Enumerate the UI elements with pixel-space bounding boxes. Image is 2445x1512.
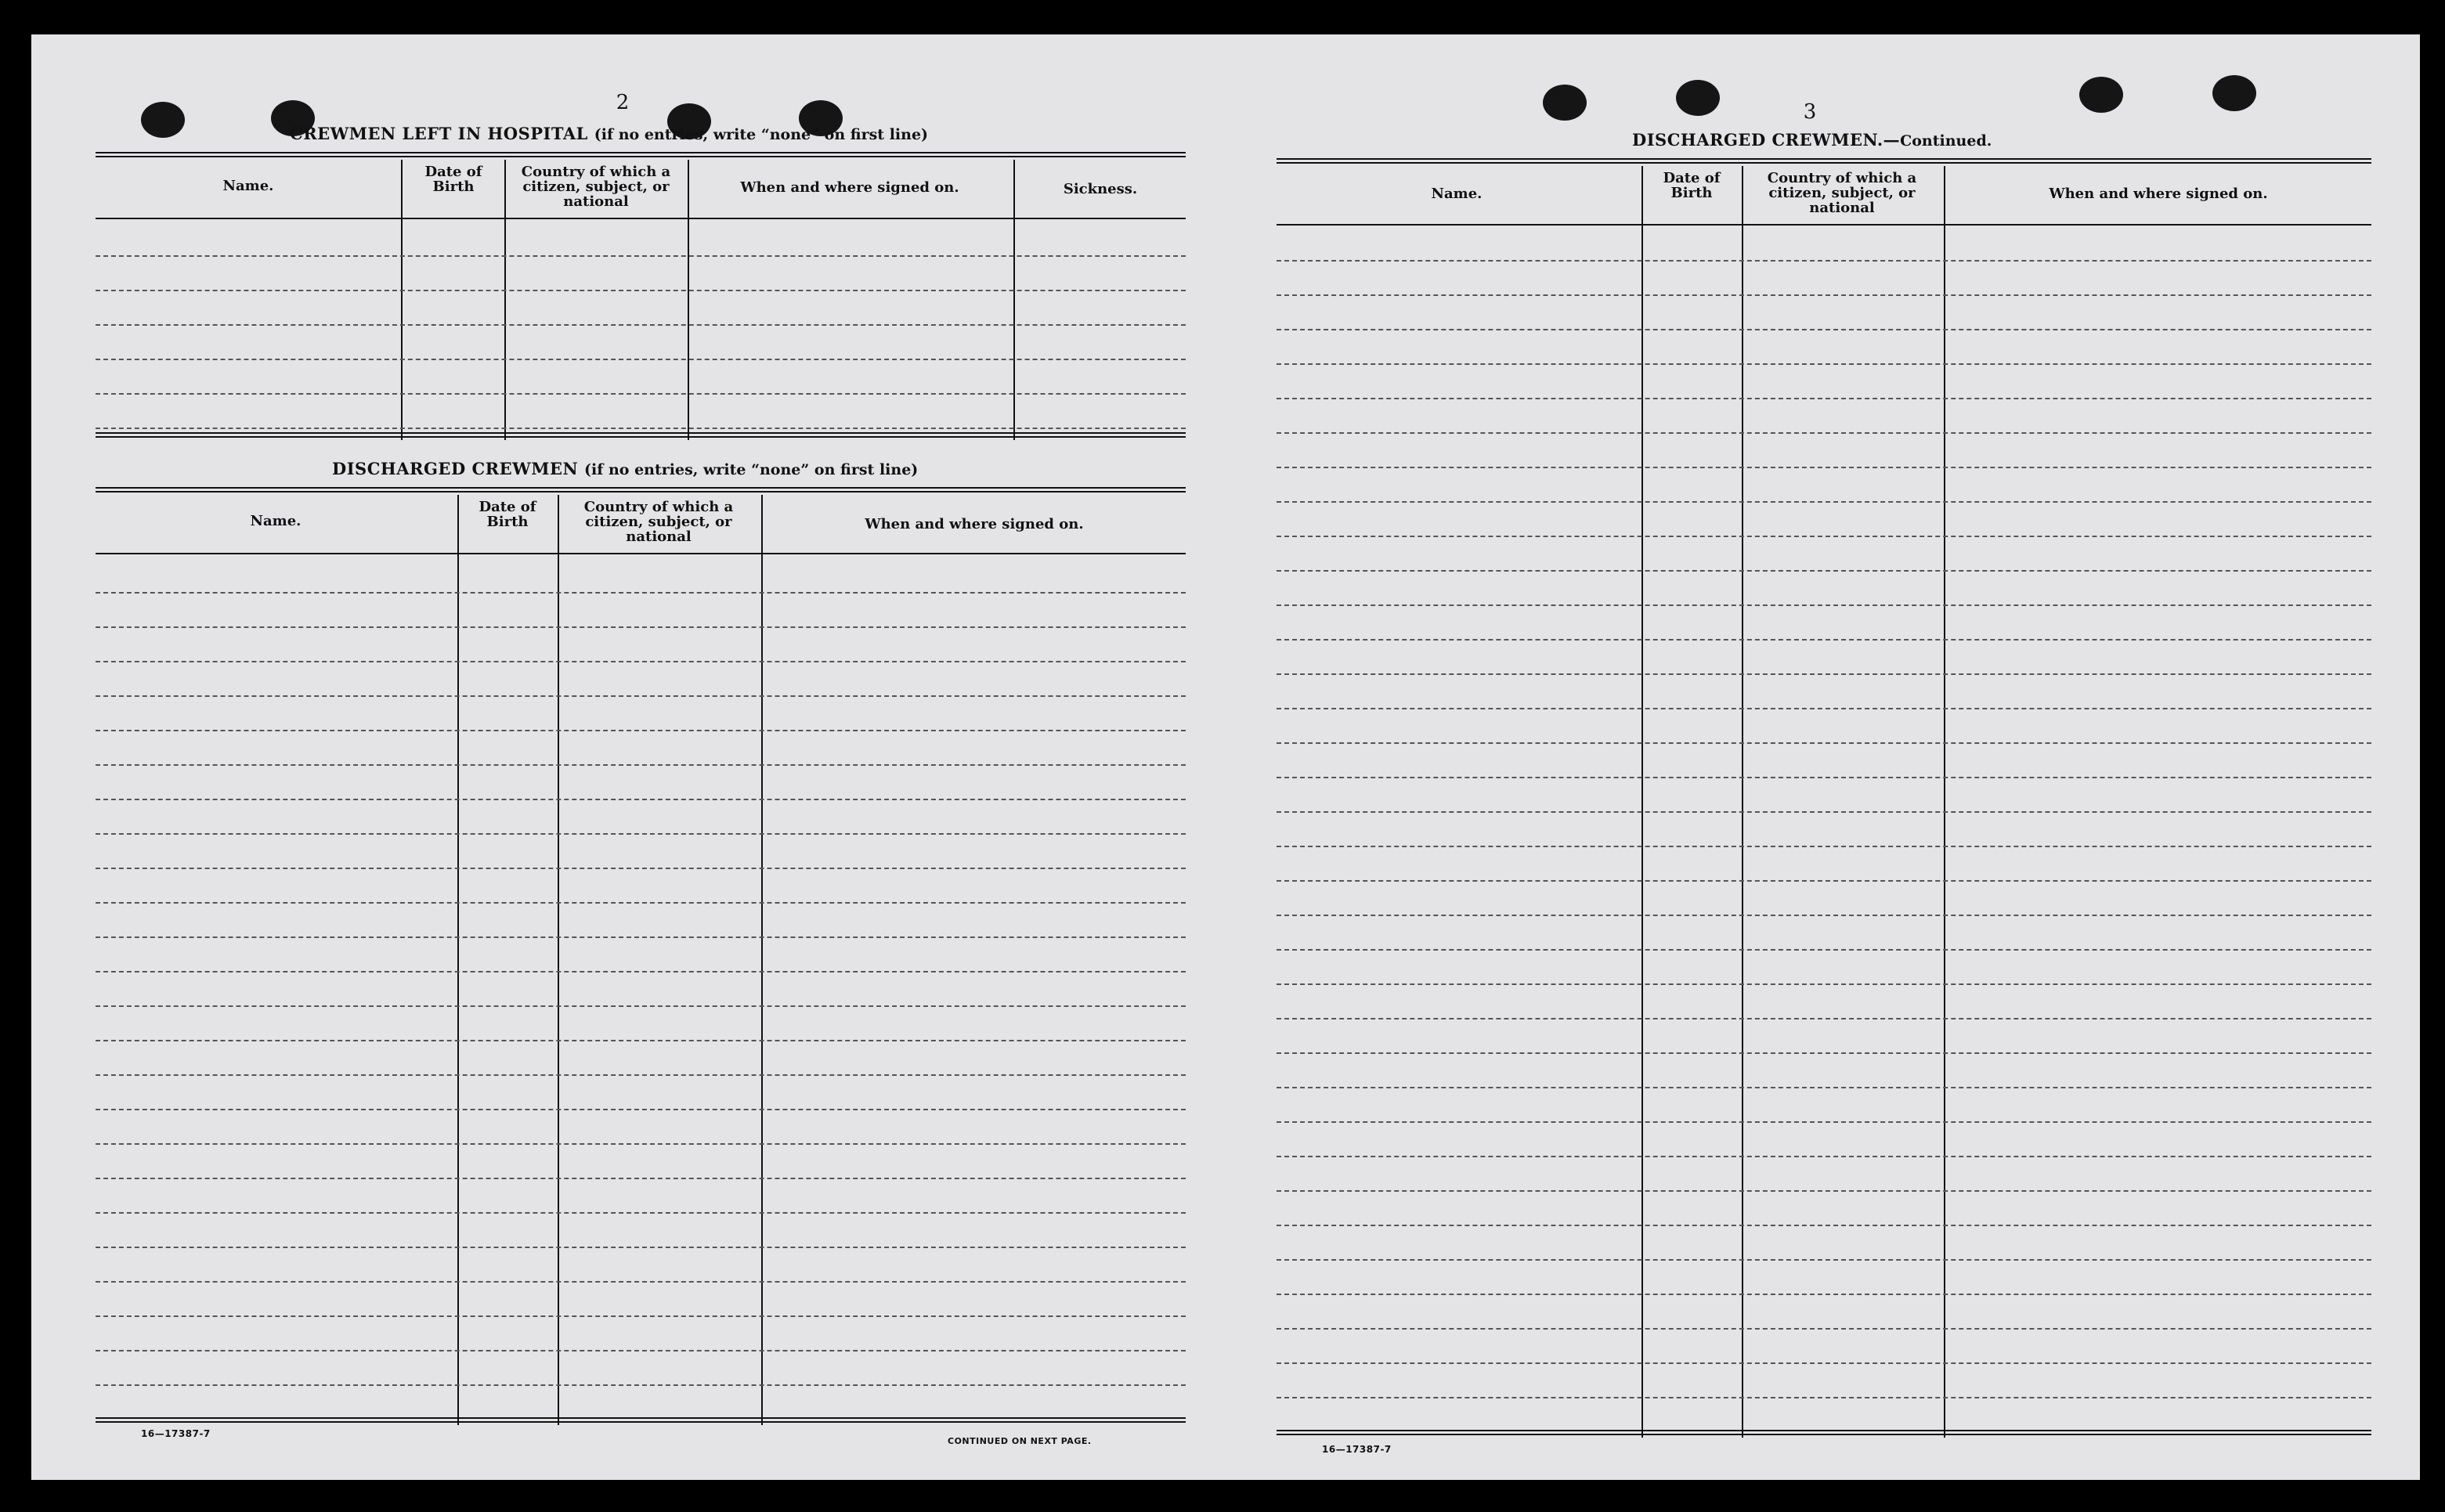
col-header-date-of-birth: Date of Birth	[1663, 170, 1721, 201]
entry-line[interactable]	[1277, 1052, 2371, 1054]
entry-line[interactable]	[1277, 1294, 2371, 1295]
entry-line[interactable]	[96, 1281, 1186, 1283]
entry-line[interactable]	[1277, 777, 2371, 778]
entry-line[interactable]	[96, 833, 1186, 835]
entry-line[interactable]	[96, 1178, 1186, 1179]
entry-line[interactable]	[1277, 467, 2371, 468]
entry-line[interactable]	[96, 661, 1186, 662]
entry-line[interactable]	[1277, 1121, 2371, 1123]
table-top-rule	[1277, 158, 2371, 164]
entry-line[interactable]	[1277, 501, 2371, 503]
continued-suffix: Continued.	[1900, 132, 1992, 150]
entry-line[interactable]	[96, 1350, 1186, 1351]
entry-line[interactable]	[1277, 1087, 2371, 1088]
form-number: 16—17387-7	[141, 1428, 211, 1439]
entry-line[interactable]	[1277, 294, 2371, 296]
col-header-country: Country of which a citizen, subject, or national	[1767, 170, 1917, 216]
entry-line[interactable]	[1277, 742, 2371, 744]
entry-line[interactable]	[96, 1005, 1186, 1007]
entry-line[interactable]	[96, 799, 1186, 800]
entry-line[interactable]	[96, 730, 1186, 731]
column-divider	[1944, 166, 1945, 1438]
column-divider	[761, 495, 763, 1425]
entry-line[interactable]	[96, 1143, 1186, 1145]
hospital-section-title	[290, 124, 928, 143]
entry-line[interactable]	[1277, 915, 2371, 916]
entry-line[interactable]	[96, 592, 1186, 594]
entry-line[interactable]	[1277, 570, 2371, 572]
punch-hole	[1676, 80, 1720, 116]
page-number: 2	[616, 91, 630, 114]
column-divider	[1013, 160, 1015, 440]
form-paper	[31, 34, 2420, 1480]
entry-line[interactable]	[1277, 880, 2371, 882]
header-rule	[1277, 224, 2371, 226]
table-bottom-rule	[96, 1417, 1186, 1423]
entry-line[interactable]	[1277, 536, 2371, 537]
entry-line[interactable]	[96, 1074, 1186, 1076]
col-header-name: Name.	[250, 513, 302, 529]
header-rule	[96, 218, 1186, 219]
entry-line[interactable]	[96, 695, 1186, 697]
entry-line[interactable]	[1277, 1328, 2371, 1330]
column-divider	[504, 160, 506, 440]
col-header-name: Name.	[222, 178, 274, 194]
column-divider	[401, 160, 403, 440]
col-header-sickness: Sickness.	[1063, 181, 1138, 197]
page-number: 3	[1803, 100, 1817, 124]
entry-line[interactable]	[96, 936, 1186, 938]
column-divider	[1742, 166, 1743, 1438]
entry-line[interactable]	[1277, 1156, 2371, 1157]
entry-line[interactable]	[1277, 432, 2371, 434]
punch-hole	[2212, 75, 2256, 111]
column-divider	[1641, 166, 1643, 1438]
col-header-signed-on: When and where signed on.	[2049, 186, 2268, 202]
entry-line[interactable]	[1277, 260, 2371, 262]
entry-line[interactable]	[96, 1040, 1186, 1041]
entry-line[interactable]	[96, 764, 1186, 766]
table-bottom-rule	[1277, 1430, 2371, 1435]
entry-line[interactable]	[1277, 398, 2371, 399]
entry-line[interactable]	[96, 1109, 1186, 1110]
col-header-name: Name.	[1431, 186, 1483, 202]
entry-line[interactable]	[1277, 846, 2371, 847]
table-top-rule	[96, 152, 1186, 157]
entry-line[interactable]	[1277, 673, 2371, 675]
entry-line[interactable]	[96, 1384, 1186, 1386]
entry-line[interactable]	[96, 971, 1186, 973]
entry-line[interactable]	[1277, 1018, 2371, 1019]
entry-line[interactable]	[96, 428, 1186, 429]
entry-line[interactable]	[96, 1247, 1186, 1248]
entry-line[interactable]	[1277, 811, 2371, 813]
hospital-title-text: CREWMEN LEFT IN HOSPITAL	[290, 124, 588, 143]
entry-line[interactable]	[1277, 1225, 2371, 1226]
continued-note: CONTINUED ON NEXT PAGE.	[948, 1436, 1092, 1446]
entry-line[interactable]	[1277, 983, 2371, 985]
col-header-signed-on: When and where signed on.	[865, 516, 1084, 532]
entry-line[interactable]	[1277, 708, 2371, 709]
entry-line[interactable]	[96, 359, 1186, 360]
entry-line[interactable]	[96, 1212, 1186, 1214]
entry-line[interactable]	[96, 1315, 1186, 1317]
col-header-signed-on: When and where signed on.	[740, 179, 959, 196]
discharged-section-title	[332, 459, 918, 478]
punch-hole	[141, 102, 185, 138]
column-divider	[457, 495, 459, 1425]
entry-line[interactable]	[1277, 1259, 2371, 1261]
form-number: 16—17387-7	[1322, 1444, 1392, 1455]
entry-line[interactable]	[1277, 329, 2371, 330]
table-top-rule	[96, 487, 1186, 493]
col-header-date-of-birth: Date of Birth	[479, 499, 536, 530]
entry-line[interactable]	[1277, 1190, 2371, 1192]
entry-line[interactable]	[96, 393, 1186, 395]
header-rule	[96, 553, 1186, 554]
discharged-instruction: (if no entries, write “none” on first line)	[583, 461, 919, 478]
punch-hole	[1543, 85, 1587, 121]
discharged-title-text: DISCHARGED CREWMEN	[332, 459, 579, 478]
entry-line[interactable]	[96, 255, 1186, 257]
col-header-country: Country of which a citizen, subject, or national	[583, 499, 734, 545]
entry-line[interactable]	[1277, 949, 2371, 951]
entry-line[interactable]	[96, 868, 1186, 869]
discharged-continued-title-text: DISCHARGED CREWMEN.—	[1632, 130, 1901, 150]
entry-line[interactable]	[1277, 1397, 2371, 1398]
entry-line[interactable]	[96, 324, 1186, 326]
entry-line[interactable]	[1277, 604, 2371, 606]
column-divider	[688, 160, 689, 440]
entry-line[interactable]	[1277, 1362, 2371, 1364]
col-header-date-of-birth: Date of Birth	[424, 164, 482, 195]
entry-line[interactable]	[96, 902, 1186, 904]
entry-line[interactable]	[96, 626, 1186, 628]
col-header-country: Country of which a citizen, subject, or national	[521, 164, 671, 210]
table-bottom-rule	[96, 432, 1186, 438]
entry-line[interactable]	[1277, 639, 2371, 641]
entry-line[interactable]	[1277, 363, 2371, 365]
entry-line[interactable]	[96, 290, 1186, 291]
discharged-continued-title	[1632, 130, 1992, 150]
column-divider	[558, 495, 559, 1425]
punch-hole	[2079, 77, 2123, 113]
hospital-instruction: (if no entries, write “none” on first line)	[594, 126, 929, 143]
